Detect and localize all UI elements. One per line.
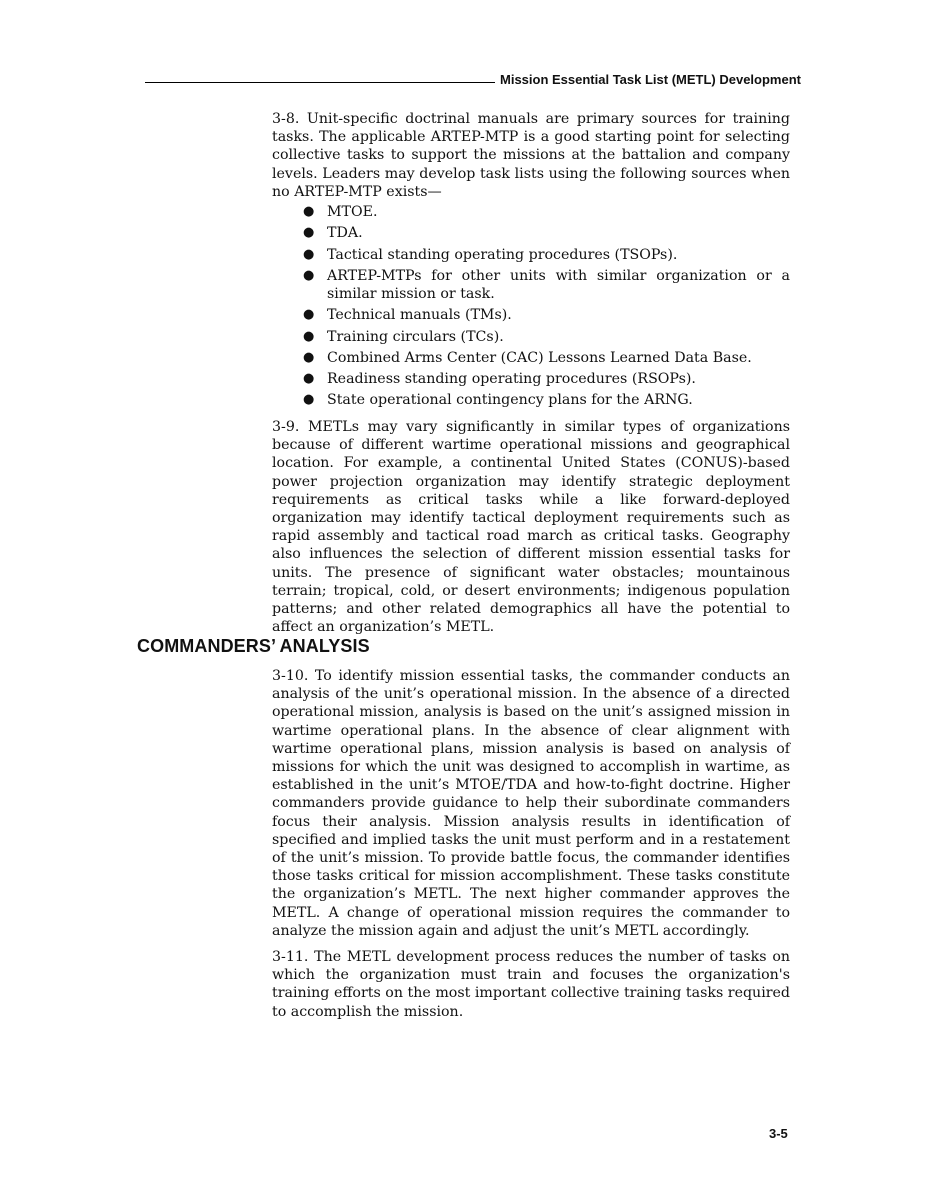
running-header-title: Mission Essential Task List (METL) Development (500, 72, 801, 87)
header-rule (145, 82, 495, 83)
bullet-icon: ● (303, 307, 315, 323)
list-item: ● Readiness standing operating procedures (RSOPs). (303, 371, 696, 388)
list-item: ● ARTEP-MTPs for other units with similar organization or a similar mission or task. (303, 267, 790, 302)
paragraph-3-9: 3-9. METLs may vary significantly in similar types of organizations because of different wartime operational missions and geographical location. For example, a continental United States (CONUS)-based power projection organization may identify strategic deployment requirements as critical tasks while a like forward-deployed organization may identify tactical deployment requirements such as rapid assembly and tactical road march as critical tasks. Geography also influences the selection of different mission essential tasks for units. The presence of significant water obstacles; mountainous terrain; tropical, cold, or desert environments; indigenous population patterns; and other related demographics all have the potential to affect an organization’s METL. (272, 419, 790, 636)
page-number: 3-5 (769, 1126, 788, 1141)
bullet-icon: ● (303, 267, 315, 283)
bullet-icon: ● (303, 225, 315, 241)
section-process (272, 948, 790, 1021)
section-heading-commanders-analysis: COMMANDERS’ ANALYSIS (137, 636, 370, 656)
list-item: ● MTOE. (303, 204, 378, 221)
section-analysis (272, 667, 790, 940)
bullet-icon: ● (303, 349, 315, 365)
sources-bullet-list (272, 203, 790, 409)
bullet-icon: ● (303, 392, 315, 408)
bullet-icon: ● (303, 204, 315, 220)
bullet-icon: ● (303, 371, 315, 387)
paragraph-3-11: 3-11. The METL development process reduces the number of tasks on which the organization must train and focuses the organization's training efforts on the most important collective training tasks required to accomplish the mission. (272, 949, 790, 1020)
list-item: ● TDA. (303, 225, 363, 242)
bullet-icon: ● (303, 246, 315, 262)
paragraph-3-10: 3-10. To identify mission essential tasks, the commander conducts an analysis of the unit’s operational mission. In the absence of a directed operational mission, analysis is based on the unit’s assigned mission in wartime operational plans. In the absence of clear alignment with wartime operational plans, mission analysis is based on analysis of missions for which the unit was designed to accomplish in wartime, as established in the unit’s MTOE/TDA and how-to-fight doctrine. Higher commanders provide guidance to help their subordinate commanders focus their analysis. Mission analysis results in identification of specified and implied tasks the unit must perform and in a restatement of the unit’s mission. To provide battle focus, the commander identifies those tasks critical for mission accomplishment. These tasks constitute the organization’s METL. The next higher commander approves the METL. A change of operational mission requires the commander to analyze the mission again and adjust the unit’s METL accordingly. (272, 668, 790, 939)
bullet-icon: ● (303, 328, 315, 344)
list-item: ● Combined Arms Center (CAC) Lessons Learned Data Base. (303, 349, 752, 366)
list-item: ● State operational contingency plans for the ARNG. (303, 392, 693, 409)
list-item: ● Technical manuals (TMs). (303, 307, 512, 324)
list-item: ● Tactical standing operating procedures (TSOPs). (303, 246, 678, 263)
section-variation (272, 418, 790, 636)
list-item: ● Training circulars (TCs). (303, 328, 504, 345)
section-sources (272, 110, 790, 413)
paragraph-3-8: 3-8. Unit-specific doctrinal manuals are primary sources for training tasks. The applicable ARTEP-MTP is a good starting point for selecting collective tasks to support the missions at the battalion and company levels. Leaders may develop task lists using the following sources when no ARTEP-MTP exists— (272, 111, 790, 200)
